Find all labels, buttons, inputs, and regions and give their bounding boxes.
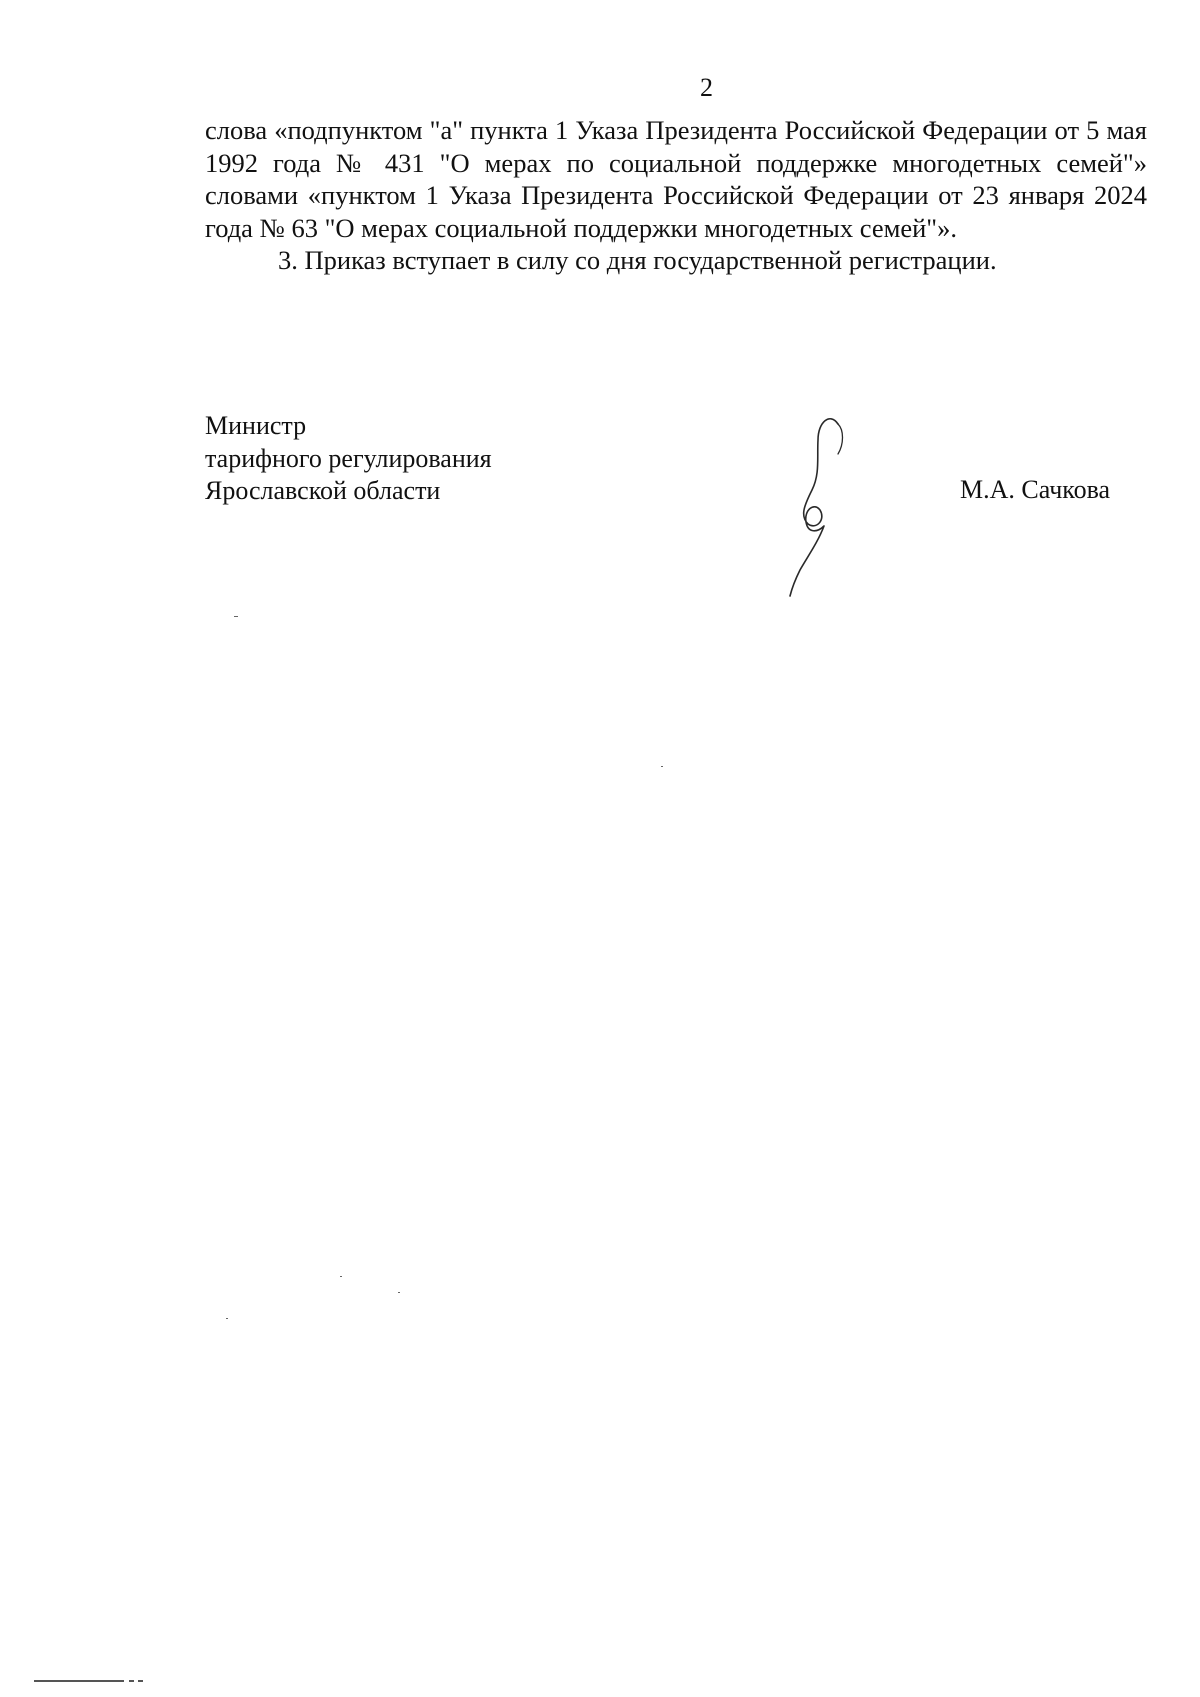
position-line: тарифного регулирования: [205, 443, 492, 473]
scan-speck: [661, 766, 663, 767]
paragraph-effective-date: 3. Приказ вступает в силу со дня государственной регистрации.: [278, 245, 997, 275]
page-number: 2: [700, 73, 713, 102]
scan-edge-mark: [34, 1680, 149, 1683]
paragraph-amendment: слова «подпунктом "а" пункта 1 Указа Президента Российской Федерации от 5 мая 1992 года № 431 "О мерах по социальной поддержке многодетных семей"» словами «пунктом 1 Указа Президента Российской Федерации от 23 января 2024 года № 63 "О мерах социальной поддержки многодетных семей"».: [205, 115, 1147, 243]
scan-speck: [226, 1318, 228, 1319]
signatory-position: [205, 410, 605, 508]
position-line: Министр: [205, 411, 307, 440]
scan-speck: [398, 1292, 400, 1293]
scan-speck: [340, 1276, 342, 1277]
handwritten-signature: [760, 410, 870, 600]
position-line: Ярославской области: [205, 476, 441, 505]
scan-speck: [234, 616, 238, 617]
signatory-name: М.А. Сачкова: [960, 475, 1111, 504]
document-body: [205, 114, 1147, 277]
